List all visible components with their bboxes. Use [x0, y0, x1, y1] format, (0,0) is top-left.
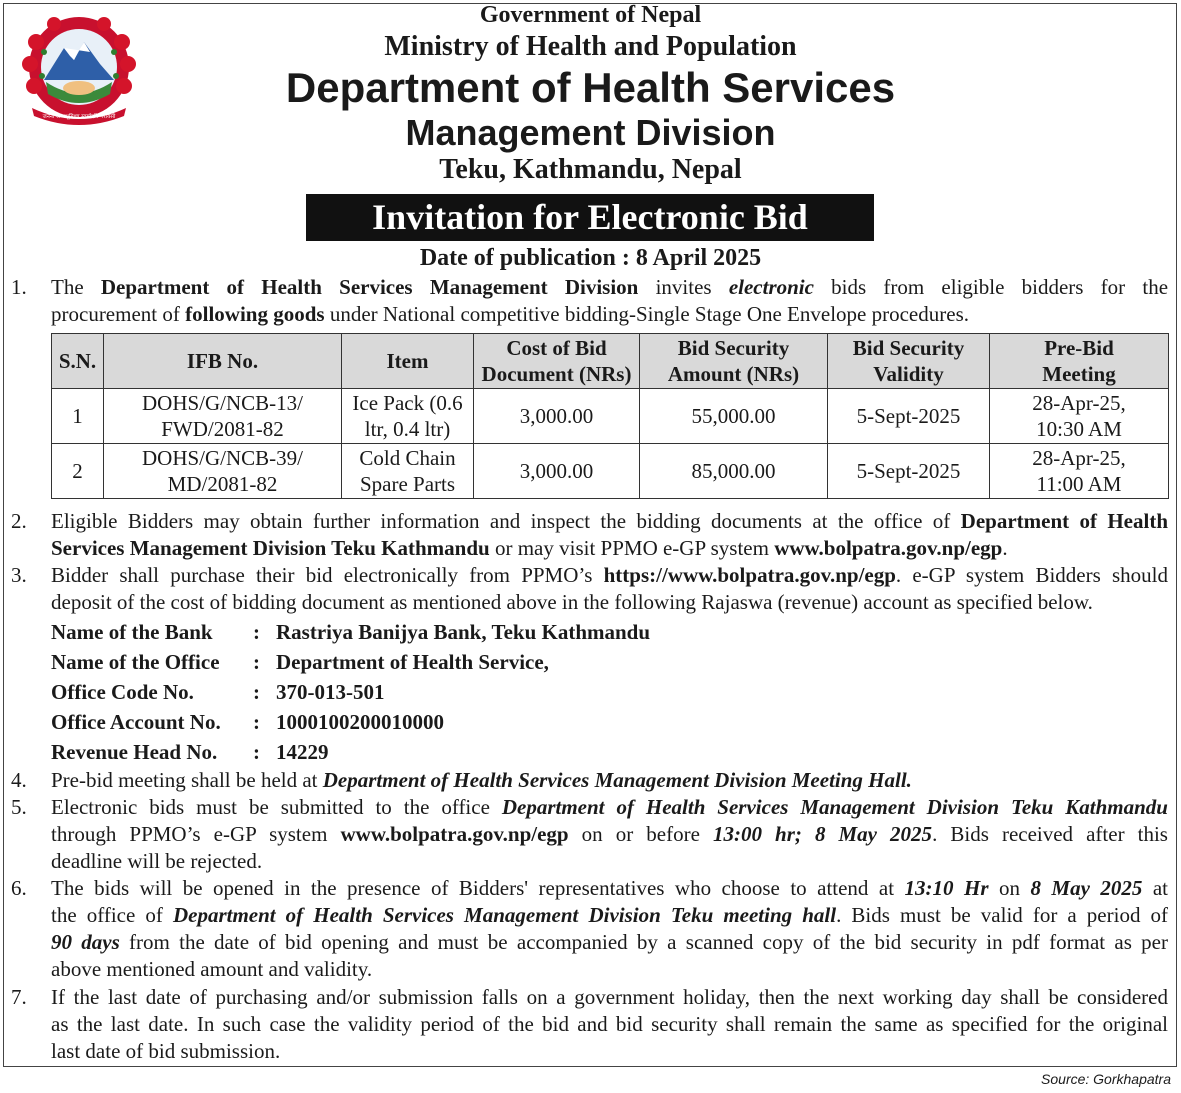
notice-title: Invitation for Electronic Bid [306, 194, 874, 241]
clause-line: Eligible Bidders may obtain further information and inspect the bidding documents at the office of Department of Health [51, 509, 1168, 533]
cell-prebid: 28-Apr-25, 11:00 AM [990, 444, 1169, 499]
clause-line: Pre-bid meeting shall be held at Department of Health Services Management Division Meeting Hall. [51, 768, 912, 792]
bank-value: Department of Health Service, [276, 650, 549, 674]
col-header-security-validity: Bid Security Validity [828, 334, 990, 389]
clause-number: 7. [11, 985, 27, 1009]
clause-line: The bids will be opened in the presence of Bidders' representatives who choose to attend at 13:10 Hr on 8 May 2025 at [51, 876, 1168, 900]
clause-number: 6. [11, 876, 27, 900]
clause-line: procurement of following goods under National competitive bidding-Single Stage One Envelope procedures. [51, 302, 969, 326]
bank-label: Office Code No. [51, 680, 194, 704]
clause-line: deposit of the cost of bidding document as mentioned above in the following Rajaswa (revenue) account as specified below. [51, 590, 1093, 614]
cell-ifb: DOHS/G/NCB-39/ MD/2081-82 [104, 444, 342, 499]
department-heading: Department of Health Services [285, 64, 896, 111]
clause-number: 2. [11, 509, 27, 533]
source-credit: Source: Gorkhapatra [1041, 1071, 1171, 1087]
clause-line: as the last date. In such case the validity period of the bid and bid security shall remain the same as specified for the original [51, 1012, 1168, 1036]
bank-label: Revenue Head No. [51, 740, 218, 764]
bank-label: Name of the Office [51, 650, 220, 674]
cell-cost: 3,000.00 [474, 389, 640, 444]
table-header-row [52, 334, 1169, 389]
clause-line: through PPMO’s e-GP system www.bolpatra.gov.np/egp on or before 13:00 hr; 8 May 2025. Bids received after this [51, 822, 1168, 846]
clause-1 [11, 274, 1169, 328]
cell-prebid: 28-Apr-25, 10:30 AM [990, 389, 1169, 444]
clause-line: Bidder shall purchase their bid electronically from PPMO’s https://www.bolpatra.gov.np/egp. e-GP system Bidders should [51, 563, 1168, 587]
clause-number: 3. [11, 563, 27, 587]
cell-sn: 1 [52, 389, 104, 444]
clause-line: last date of bid submission. [51, 1039, 281, 1063]
table-row [52, 389, 1169, 444]
cell-security-amount: 55,000.00 [640, 389, 828, 444]
table-row [52, 444, 1169, 499]
bank-label: Office Account No. [51, 710, 221, 734]
division-heading: Management Division [405, 112, 776, 153]
bank-value: 1000100200010000 [276, 710, 444, 734]
cell-security-validity: 5-Sept-2025 [828, 389, 990, 444]
clause-7 [11, 984, 1168, 1065]
col-header-sn: S.N. [52, 334, 104, 389]
cell-cost: 3,000.00 [474, 444, 640, 499]
col-header-cost: Cost of Bid Document (NRs) [474, 334, 640, 389]
emblem-motto: जननी जन्मभूमिश्च स्वर्गादपि गरीयसी [42, 114, 116, 120]
col-header-item: Item [342, 334, 474, 389]
ministry-heading: Ministry of Health and Population [384, 31, 797, 62]
bank-value: 370-013-501 [276, 680, 385, 704]
cell-item: Cold Chain Spare Parts [342, 444, 474, 499]
clause-line: If the last date of purchasing and/or submission falls on a government holiday, then the next working day shall be considered [51, 985, 1168, 1009]
cell-security-validity: 5-Sept-2025 [828, 444, 990, 499]
col-header-prebid: Pre-Bid Meeting [990, 334, 1169, 389]
clause-line: The Department of Health Services Management Division invites electronic bids from eligible bidders for the [51, 275, 1169, 299]
clause-line: Services Management Division Teku Kathmandu or may visit PPMO e-GP system www.bolpatra.gov.np/egp. [51, 536, 1008, 560]
clause-6 [11, 875, 1169, 983]
bank-label: Name of the Bank [51, 620, 213, 644]
col-header-ifb: IFB No. [104, 334, 342, 389]
cell-ifb: DOHS/G/NCB-13/ FWD/2081-82 [104, 389, 342, 444]
clause-5 [11, 794, 1168, 875]
clause-3 [11, 562, 1168, 616]
government-heading: Government of Nepal [479, 2, 702, 28]
clause-line: Electronic bids must be submitted to the office Department of Health Services Management Division Teku Kathmandu [51, 795, 1168, 819]
clause-line: above mentioned amount and validity. [51, 957, 373, 981]
clause-2 [11, 508, 1168, 562]
col-header-security-amount: Bid Security Amount (NRs) [640, 334, 828, 389]
cell-sn: 2 [52, 444, 104, 499]
clause-number: 4. [11, 768, 27, 792]
cell-item: Ice Pack (0.6 ltr, 0.4 ltr) [342, 389, 474, 444]
clause-line: deadline will be rejected. [51, 849, 263, 873]
clause-number: 1. [11, 275, 27, 299]
address-heading: Teku, Kathmandu, Nepal [439, 154, 742, 185]
clause-line: the office of Department of Health Services Management Division Teku meeting hall. Bids must be valid for a period of [51, 903, 1169, 927]
bank-value: Rastriya Banijya Bank, Teku Kathmandu [276, 620, 651, 644]
clause-4 [11, 767, 1168, 794]
bid-table [51, 333, 1169, 499]
publication-date: Date of publication : 8 April 2025 [419, 245, 762, 271]
clause-line: 90 days from the date of bid opening and must be accompanied by a scanned copy of the bid security in pdf format as per [51, 930, 1168, 954]
cell-security-amount: 85,000.00 [640, 444, 828, 499]
bank-value: 14229 [276, 740, 329, 764]
clause-number: 5. [11, 795, 27, 819]
